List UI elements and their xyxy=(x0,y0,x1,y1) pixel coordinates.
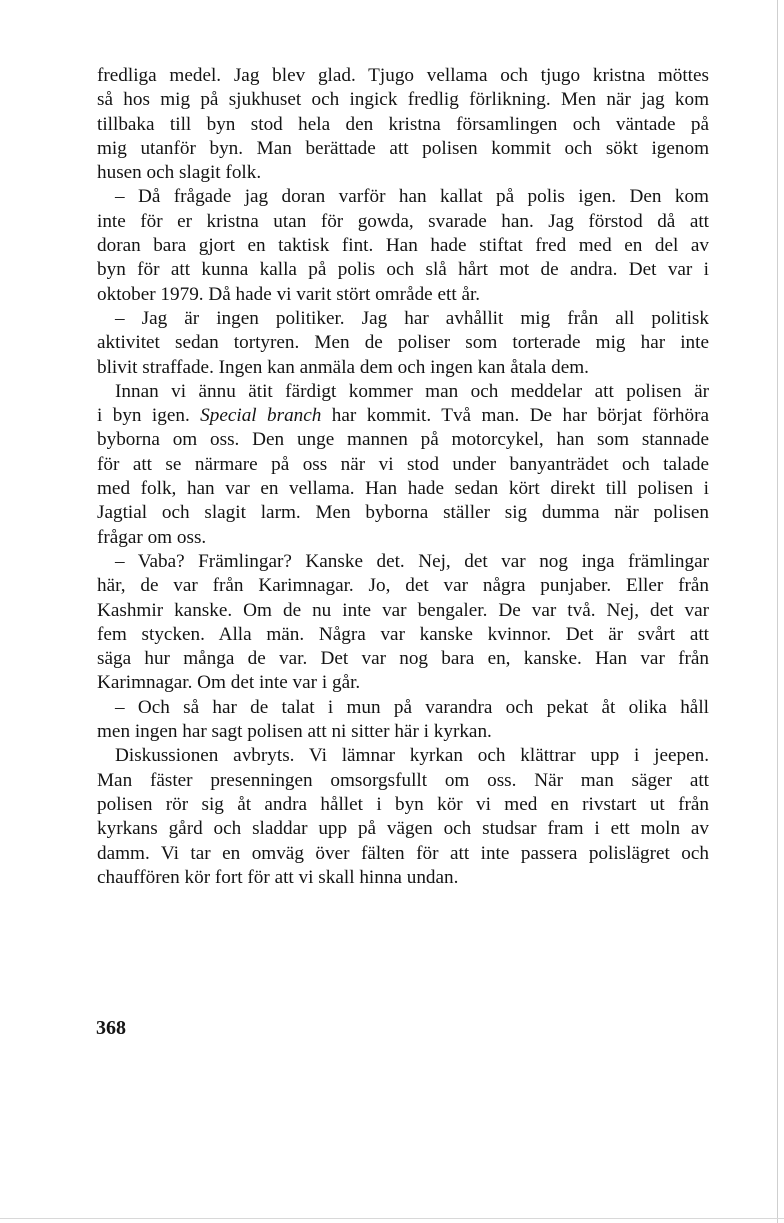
text-line: men ingen har sagt polisen att ni sitter här i kyrkan. xyxy=(97,721,492,743)
text-line: oktober 1979. Då hade vi varit stört område ett år. xyxy=(97,283,481,305)
text-line: chauffören kör fort för att vi skall hinna undan. xyxy=(97,866,459,888)
text-line: så hos mig på sjukhuset och ingick fredlig förlikning. Men när jag kom xyxy=(97,89,709,111)
text-line: mig utanför byn. Man berättade att polisen kommit och sökt igenom xyxy=(97,137,709,159)
text-line: för att se närmare på oss när vi stod under banyanträdet och talade xyxy=(97,453,709,475)
text-line: husen och slagit folk. xyxy=(97,162,262,184)
text-line: Innan vi ännu ätit färdigt kommer man och meddelar att polisen är xyxy=(115,380,709,402)
text-line: säga hur många de var. Det var nog bara en, kanske. Han var från xyxy=(97,648,709,670)
text-line: Jagtial och slagit larm. Men byborna ställer sig dumma när polisen xyxy=(97,502,709,524)
text-line: fem stycken. Alla män. Några var kanske kvinnor. Det är svårt att xyxy=(97,623,709,645)
text-line: Diskussionen avbryts. Vi lämnar kyrkan och klättrar upp i jeepen. xyxy=(115,745,709,767)
text-line: aktivitet sedan tortyren. Men de poliser som torterade mig har inte xyxy=(97,332,709,354)
text-line: kyrkans gård och sladdar upp på vägen och studsar fram i ett moln av xyxy=(97,818,709,840)
page-number: 368 xyxy=(96,1017,126,1039)
line-segment: i byn igen. xyxy=(97,405,201,427)
text-line: med folk, han var en vellama. Han hade sedan kört direkt till polisen i xyxy=(97,478,709,500)
page-edge-right xyxy=(777,0,778,1223)
page-edge-bottom xyxy=(0,1218,784,1219)
text-line: doran bara gjort en taktisk fint. Han hade stiftat fred med en del av xyxy=(97,235,709,257)
text-line: polisen rör sig åt andra hållet i byn kör vi med en rivstart ut från xyxy=(97,793,709,815)
line-segment: har kommit. Två man. De har börjat förhöra xyxy=(321,405,709,427)
body-text xyxy=(97,64,709,890)
text-line xyxy=(97,404,709,428)
text-line: – Då frågade jag doran varför han kallat på polis igen. Den kom xyxy=(115,186,709,208)
text-line: tillbaka till byn stod hela den kristna församlingen och väntade på xyxy=(97,113,709,135)
text-line: fredliga medel. Jag blev glad. Tjugo vellama och tjugo kristna möttes xyxy=(97,65,709,86)
text-line: Karimnagar. Om det inte var i går. xyxy=(97,672,361,694)
text-line: – Vaba? Främlingar? Kanske det. Nej, det var nog inga främlingar xyxy=(115,550,709,572)
text-line: byn för att kunna kalla på polis och slå hårt mot de andra. Det var i xyxy=(97,259,709,281)
text-line: – Jag är ingen politiker. Jag har avhållit mig från all politisk xyxy=(115,307,709,329)
text-line: frågar om oss. xyxy=(97,526,207,548)
italic-phrase: Special branch xyxy=(200,405,322,427)
text-line: blivit straffade. Ingen kan anmäla dem och ingen kan åtala dem. xyxy=(97,356,589,378)
text-line: Kashmir kanske. Om de nu inte var bengaler. De var två. Nej, det var xyxy=(97,599,709,621)
text-line: – Och så har de talat i mun på varandra och pekat åt olika håll xyxy=(115,696,709,718)
text-line: inte för er kristna utan för gowda, svarade han. Jag förstod då att xyxy=(97,210,709,232)
text-line: Man fäster presenningen omsorgsfullt om oss. När man säger att xyxy=(97,769,709,791)
text-line: byborna om oss. Den unge mannen på motorcykel, han som stannade xyxy=(97,429,709,451)
text-line: damm. Vi tar en omväg över fälten för att inte passera polislägret och xyxy=(97,842,709,864)
text-line: här, de var från Karimnagar. Jo, det var några punjaber. Eller från xyxy=(97,575,709,597)
